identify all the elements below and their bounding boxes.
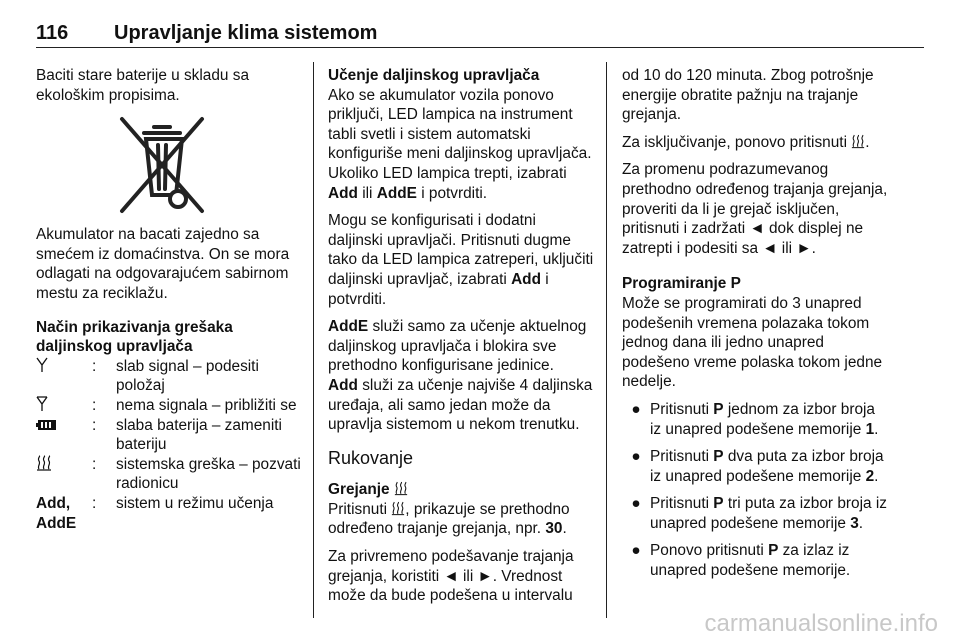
- heater-icon: [394, 481, 408, 496]
- list-item: ● Pritisnuti P tri puta za izbor broja iz unapred podešene memorije 3.: [631, 495, 887, 532]
- list-item: ● Pritisnuti P dva puta za izbor broja iz unapred podešene memorije 2.: [631, 448, 884, 485]
- battery-weak-icon: [36, 416, 92, 455]
- section-heading: Učenje daljinskog upravljača: [328, 67, 540, 84]
- definition-row: : slaba baterija – zameniti bateriju: [36, 416, 304, 455]
- column-3: [622, 66, 888, 589]
- paragraph: Može se programirati do 3 unapred podešenih vremena polazaka tokom jednog dana ili jedno unapred podešeno vreme polaska tokom jedne nedelje.: [622, 294, 883, 391]
- column-1: [36, 66, 304, 533]
- page-title: Upravljanje klima sistemom: [114, 22, 378, 44]
- definition-row: : sistemska greška – pozvati radionicu: [36, 455, 304, 494]
- paragraph: AddE služi samo za učenje aktuelnog daljinskog upravljača i blokira sve prethodno konfigurisane jedinice.: [328, 318, 587, 375]
- definition-term: Add, AddE: [36, 494, 77, 532]
- paragraph: Pritisnuti , prikazuje se prethodno određeno trajanje grejanja, npr. 30.: [328, 500, 570, 538]
- crossed-out-wheelie-bin-icon: [114, 115, 210, 215]
- no-signal-icon: [36, 396, 92, 416]
- paragraph: Mogu se konfigurisati i dodatni daljinski upravljači. Pritisnuti dugme tako da LED lampica zatreperi, uključiti daljinski upravljač, izabrati Add i potvrditi.: [328, 212, 594, 308]
- paragraph: Za promenu podrazumevanog prethodno određenog trajanja grejanja, proveriti da li je grejač isključen, pritisnuti i zadržati ◄ dok displej ne zatrepti i podesiti sa ◄ ili ►.: [622, 161, 888, 257]
- section-heading: Programiranje P: [622, 275, 741, 293]
- list-item: ● Ponovo pritisnuti P za izlaz iz unapred podešene memorije.: [631, 542, 851, 580]
- section-heading: Način prikazivanja grešaka daljinskog upravljača: [36, 318, 233, 356]
- page-number: 116: [36, 22, 69, 44]
- paragraph: Za isključivanje, ponovo pritisnuti .: [622, 133, 870, 151]
- heater-icon: [36, 455, 92, 494]
- definition-row: Add, AddE : sistem u režimu učenja: [36, 494, 274, 532]
- heater-icon: [851, 134, 865, 149]
- header-rule: [36, 47, 924, 48]
- subsection-heading: Grejanje: [328, 480, 594, 500]
- paragraph: od 10 do 120 minuta. Zbog potrošnje energije obratite pažnju na trajanje grejanja.: [622, 67, 874, 124]
- column-2: [328, 66, 594, 614]
- watermark: carmanualsonline.info: [704, 610, 938, 637]
- column-divider: [313, 62, 314, 618]
- definition-row: : nema signala – približiti se: [36, 396, 304, 416]
- paragraph: Akumulator na bacati zajedno sa smećem iz domaćinstva. On se mora odlagati na odgovarajućem sabirnom mestu za reciklažu.: [36, 226, 290, 302]
- list-item: ● Pritisnuti P jednom za izbor broja iz unapred podešene memorije 1.: [631, 400, 879, 438]
- definition-row: : slab signal – podesiti položaj: [36, 357, 304, 396]
- heater-icon: [391, 501, 405, 516]
- paragraph: Za privremeno podešavanje trajanja grejanja, koristiti ◄ ili ►. Vrednost može da bude podešena u intervalu: [328, 548, 574, 605]
- section-title: Rukovanje: [328, 447, 414, 468]
- page-header: [36, 22, 377, 45]
- paragraph: Ako se akumulator vozila ponovo priključi, LED lampica na instrument tabli svetli i sistem automatski konfiguriše meni daljinskog upravljača. Ukoliko LED lampica trepti, izabrati Add ili AddE i potvrditi.: [328, 86, 592, 202]
- paragraph: Add služi za učenje najviše 4 daljinska uređaja, ali samo jedan može da upravlja sistemom u nekom trenutku.: [328, 376, 593, 434]
- column-divider: [606, 62, 607, 618]
- signal-weak-icon: [36, 357, 92, 396]
- paragraph: Baciti stare baterije u skladu sa ekološkim propisima.: [36, 67, 250, 104]
